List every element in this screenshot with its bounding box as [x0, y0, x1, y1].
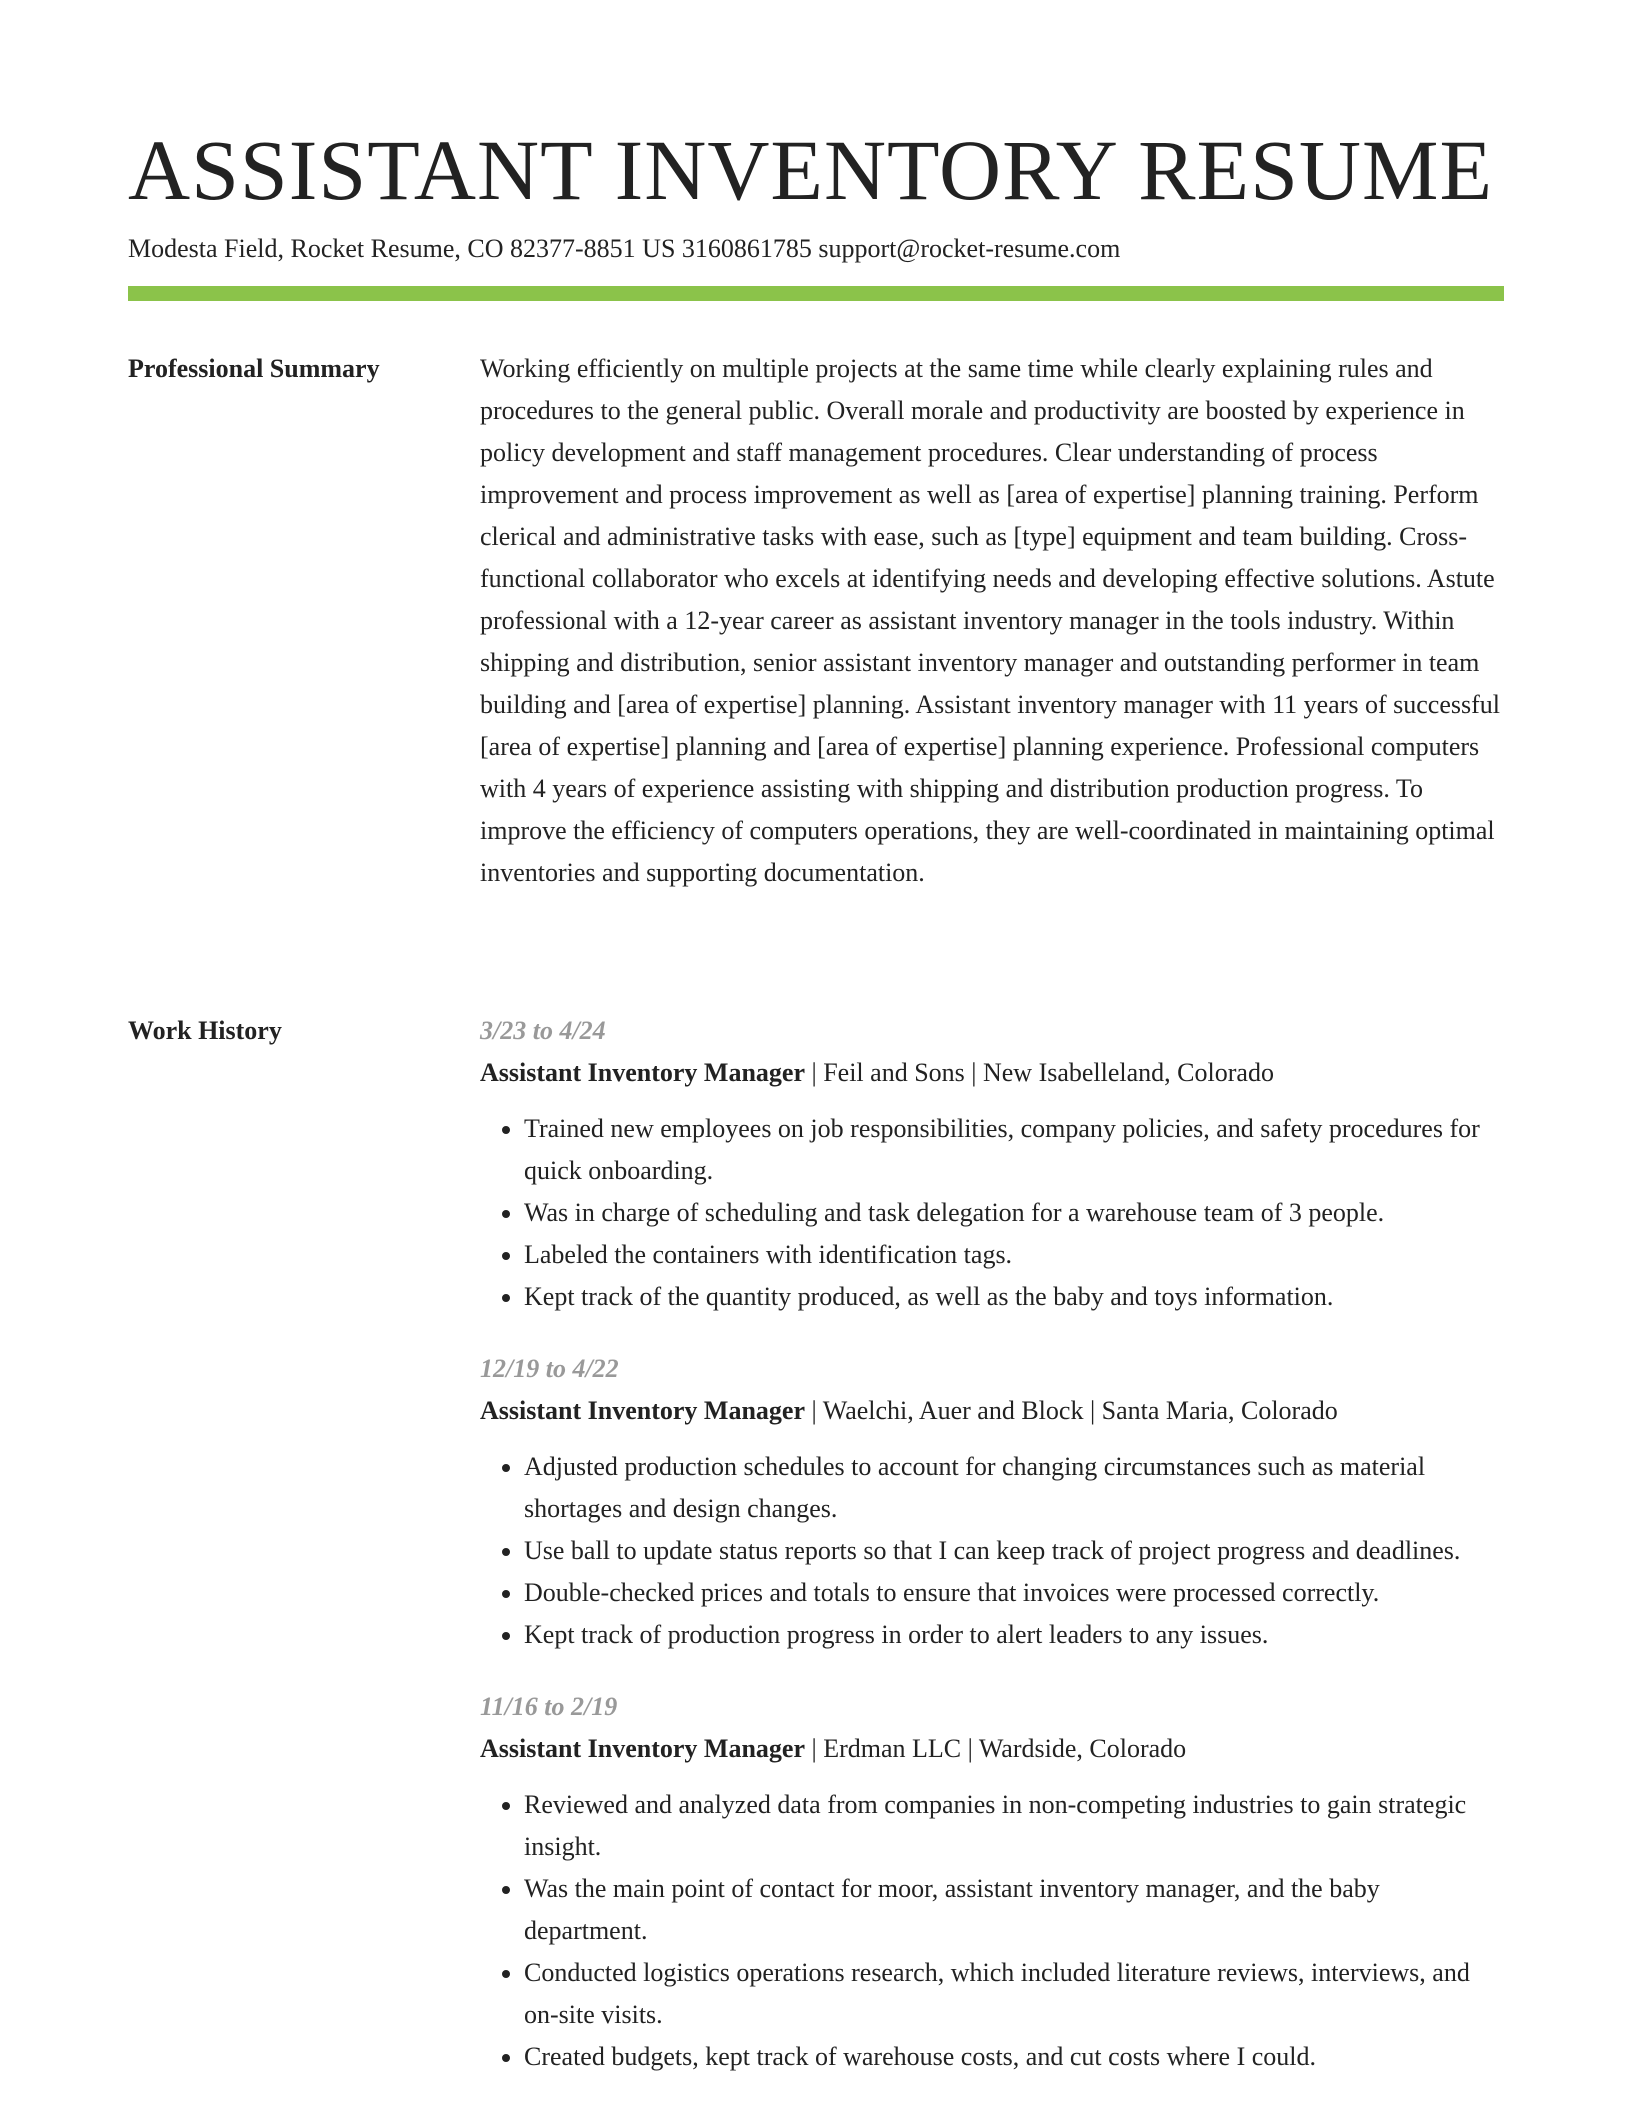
job-company-location: | Feil and Sons | New Isabelleland, Colorado — [805, 1058, 1274, 1087]
job-bullets — [480, 1446, 1504, 1656]
job-bullet: • Was the main point of contact for moor, assistant inventory manager, and the baby department. — [524, 1868, 1504, 1952]
job-dates: 3/23 to 4/24 — [480, 1016, 606, 1045]
job-title: Assistant Inventory Manager — [480, 1396, 805, 1425]
summary-heading: Professional Summary — [128, 354, 380, 383]
job-bullets — [480, 1784, 1504, 2078]
job-dates: 12/19 to 4/22 — [480, 1354, 619, 1383]
job-bullet: • Created budgets, kept track of warehouse costs, and cut costs where I could. — [524, 2036, 1504, 2078]
job-dates: 11/16 to 2/19 — [480, 1692, 618, 1721]
job-entry — [480, 1686, 1504, 2078]
summary-body — [480, 348, 1504, 894]
job-bullet: • Kept track of production progress in order to alert leaders to any issues. — [524, 1614, 1504, 1656]
job-bullet: • Labeled the containers with identification tags. — [524, 1234, 1504, 1276]
job-bullet: • Adjusted production schedules to account for changing circumstances such as material shortages and design changes. — [524, 1446, 1504, 1530]
job-company-location: | Waelchi, Auer and Block | Santa Maria, Colorado — [805, 1396, 1338, 1425]
job-entry — [480, 1348, 1504, 1656]
job-bullet: • Double-checked prices and totals to ensure that invoices were processed correctly. — [524, 1572, 1504, 1614]
summary-text: Working efficiently on multiple projects at the same time while clearly explaining rules and procedures to the general public. Overall morale and productivity are boosted by experience in policy development and staff management procedures. Clear understanding of process improvement and process improvement as well as [area of expertise] planning training. Perform clerical and administrative tasks with ease, such as [type] equipment and team building. Cross-functional collaborator who excels at identifying needs and developing effective solutions. Astute professional with a 12-year career as assistant inventory manager in the tools industry. Within shipping and distribution, senior assistant inventory manager and outstanding performer in team building and [area of expertise] planning. Assistant inventory manager with 11 years of successful [area of expertise] planning and [area of expertise] planning experience. Professional computers with 4 years of experience assisting with shipping and distribution production progress. To improve the efficiency of computers operations, they are well-coordinated in maintaining optimal inventories and supporting documentation. — [480, 354, 1500, 887]
job-bullet: • Kept track of the quantity produced, as well as the baby and toys information. — [524, 1276, 1504, 1318]
job-heading — [480, 1728, 1504, 1770]
job-bullet: • Use ball to update status reports so that I can keep track of project progress and deadlines. — [524, 1530, 1504, 1572]
accent-divider — [128, 286, 1504, 301]
job-bullet: • Conducted logistics operations research, which included literature reviews, interviews, and on-site visits. — [524, 1952, 1504, 2036]
job-heading — [480, 1052, 1504, 1094]
job-bullets — [480, 1108, 1504, 1318]
resume-title: ASSISTANT INVENTORY RESUME — [128, 122, 1494, 218]
job-bullet: • Trained new employees on job responsibilities, company policies, and safety procedures for quick onboarding. — [524, 1108, 1504, 1192]
work-history-body — [480, 1010, 1504, 2108]
job-entry — [480, 1010, 1504, 1318]
job-company-location: | Erdman LLC | Wardside, Colorado — [805, 1734, 1187, 1763]
job-heading — [480, 1390, 1504, 1432]
resume-header — [128, 118, 1504, 266]
work-history-heading: Work History — [128, 1016, 282, 1045]
job-title: Assistant Inventory Manager — [480, 1058, 805, 1087]
job-title: Assistant Inventory Manager — [480, 1734, 805, 1763]
job-bullet: • Was in charge of scheduling and task delegation for a warehouse team of 3 people. — [524, 1192, 1504, 1234]
job-bullet: • Reviewed and analyzed data from companies in non-competing industries to gain strategic insight. — [524, 1784, 1504, 1868]
contact-line: Modesta Field, Rocket Resume, CO 82377-8851 US 3160861785 support@rocket-resume.com — [128, 234, 1121, 263]
